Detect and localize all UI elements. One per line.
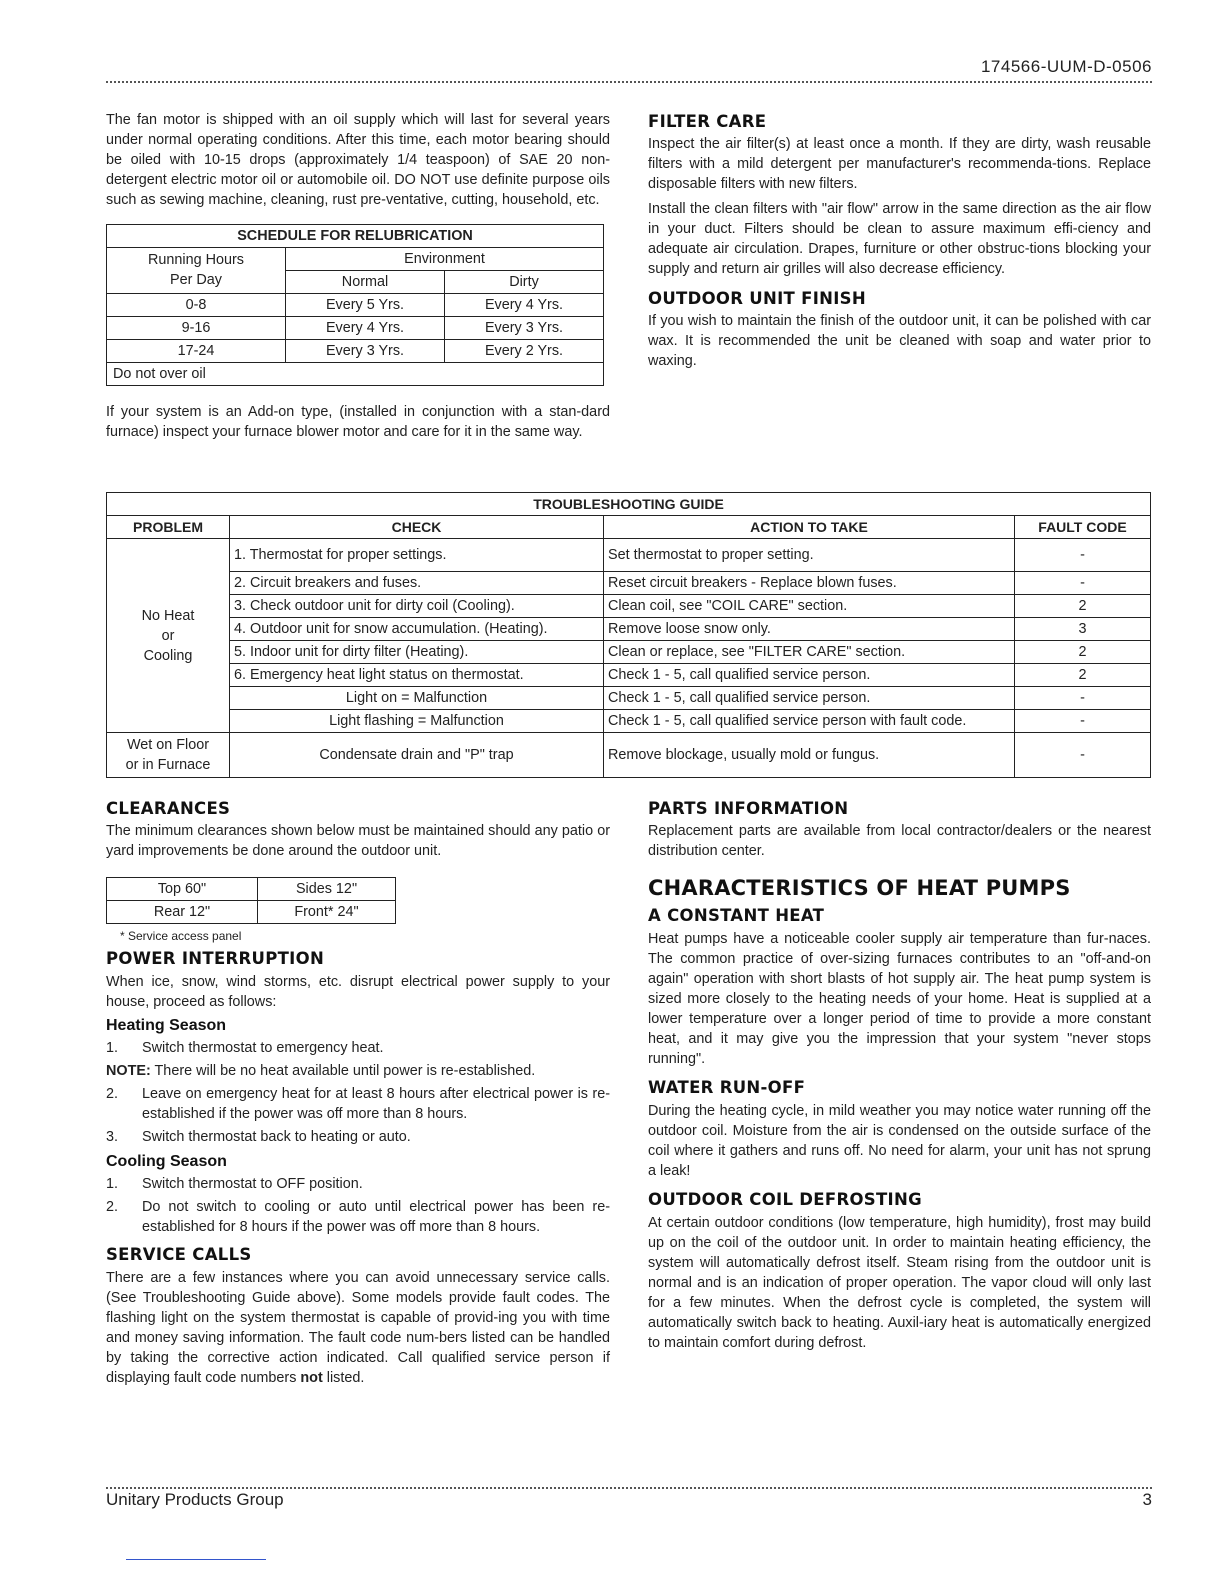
check-cell: Light flashing = Malfunction bbox=[230, 710, 604, 733]
step-number: 1. bbox=[106, 1176, 119, 1192]
filter-care-heading: FILTER CARE bbox=[648, 112, 767, 131]
service-text: There are a few instances where you can avoid unnecessary service calls. (See Troubleshooting Guide above). Some models provide fault codes. The flashing light on the system thermostat is capable of provid-ing you with time and money saving information. The fault code num-bers listed can be handled by taking the corrective action indicated. Call qualified service person if displaying fault code numbers bbox=[106, 1270, 610, 1386]
fault-code-cell: - bbox=[1015, 733, 1151, 778]
clearances-heading: CLEARANCES bbox=[106, 799, 231, 818]
action-cell: Check 1 - 5, call qualified service person with fault code. bbox=[604, 710, 1015, 733]
troubleshooting-title: TROUBLESHOOTING GUIDE bbox=[107, 493, 1151, 516]
heating-steps-cont bbox=[106, 1084, 610, 1147]
table-row bbox=[107, 539, 1151, 572]
relub-note: Do not over oil bbox=[107, 363, 604, 386]
defrosting-paragraph: At certain outdoor conditions (low temperature, high humidity), frost may build up on the coil of the outdoor unit. In order to maintain heating efficiency, the system will automatically defrost itself. Steam rising from the outdoor unit is normal and is an indication of proper operation. The vapor cloud will only last for a few minutes. When the defrost cycle is completed, the system will automatically switch back to heating. Auxil-iary heat is automatically energized to maintain comfort during defrost. bbox=[648, 1215, 1151, 1351]
action-header: ACTION TO TAKE bbox=[604, 516, 1015, 539]
fault-code-cell: 2 bbox=[1015, 641, 1151, 664]
water-runoff-heading: WATER RUN-OFF bbox=[648, 1078, 806, 1097]
dirty-cell: Every 4 Yrs. bbox=[445, 294, 604, 317]
action-cell: Remove loose snow only. bbox=[604, 618, 1015, 641]
fault-code-cell: 2 bbox=[1015, 595, 1151, 618]
service-text-end: listed. bbox=[322, 1370, 365, 1386]
problem-label: or in Furnace bbox=[125, 757, 211, 773]
action-cell: Reset circuit breakers - Replace blown fuses. bbox=[604, 572, 1015, 595]
check-cell: 4. Outdoor unit for snow accumulation. (Heating). bbox=[230, 618, 604, 641]
relub-row bbox=[107, 340, 604, 363]
check-cell: Condensate drain and "P" trap bbox=[230, 733, 604, 778]
constant-heat-heading: A CONSTANT HEAT bbox=[648, 906, 825, 925]
fault-code-header: FAULT CODE bbox=[1015, 516, 1151, 539]
table-row bbox=[107, 710, 1151, 733]
step-number: 2. bbox=[106, 1086, 119, 1102]
check-cell: 6. Emergency heat light status on thermostat. bbox=[230, 664, 604, 687]
clearance-rear: Rear 12" bbox=[107, 901, 258, 924]
check-cell: 1. Thermostat for proper settings. bbox=[230, 539, 604, 572]
dirty-cell: Every 3 Yrs. bbox=[445, 317, 604, 340]
table-row bbox=[107, 664, 1151, 687]
document-id: 174566-UUM-D-0506 bbox=[980, 57, 1152, 76]
characteristics-heading: CHARACTERISTICS OF HEAT PUMPS bbox=[648, 876, 1071, 900]
list-item bbox=[106, 1174, 610, 1194]
table-row bbox=[107, 687, 1151, 710]
power-interruption-heading: POWER INTERRUPTION bbox=[106, 949, 325, 968]
step-text: Switch thermostat back to heating or auto. bbox=[142, 1129, 411, 1145]
fault-code-cell: - bbox=[1015, 539, 1151, 572]
problem-no-heat-cell bbox=[107, 539, 230, 733]
table-row bbox=[107, 641, 1151, 664]
note-text: There will be no heat available until power is re-established. bbox=[150, 1063, 536, 1079]
footer-company: Unitary Products Group bbox=[106, 1490, 284, 1509]
action-cell: Check 1 - 5, call qualified service person. bbox=[604, 664, 1015, 687]
left-column-bottom bbox=[106, 799, 610, 1388]
problem-label: Wet on Floor bbox=[126, 737, 210, 753]
clearance-front: Front* 24" bbox=[258, 901, 396, 924]
note-label: NOTE: bbox=[106, 1063, 151, 1079]
hours-cell: 17-24 bbox=[107, 340, 286, 363]
table-row bbox=[107, 572, 1151, 595]
step-number: 1. bbox=[106, 1040, 119, 1056]
relub-row bbox=[107, 317, 604, 340]
heating-steps bbox=[106, 1038, 610, 1058]
clearance-top: Top 60" bbox=[107, 878, 258, 901]
service-calls-heading: SERVICE CALLS bbox=[106, 1245, 252, 1264]
defrosting-heading: OUTDOOR COIL DEFROSTING bbox=[648, 1190, 922, 1209]
running-hours-label-1: Running Hours bbox=[148, 252, 244, 268]
running-hours-header bbox=[107, 248, 286, 294]
cooling-season-heading: Cooling Season bbox=[106, 1153, 227, 1170]
constant-heat-paragraph: Heat pumps have a noticeable cooler supply air temperature than fur-naces. The common practice of over-sizing furnaces contributes to an "off-and-on again" operation with short blasts of hot supply air. The heat pump system is sized more closely to the heating needs of your home. Heat is supplied at a lower temperature over a longer period of time to provide a more constant heat, and it may give you the impression that your system "never stops running". bbox=[648, 931, 1151, 1067]
service-calls-paragraph bbox=[106, 1268, 610, 1388]
addon-paragraph: If your system is an Add-on type, (installed in conjunction with a stan-dard furnace) inspect your furnace blower motor and care for it in the same way. bbox=[106, 404, 610, 440]
footer-rule bbox=[106, 1487, 1152, 1489]
intro-paragraph: The fan motor is shipped with an oil supply which will last for several years under normal operating conditions. After this time, each motor bearing should be oiled with 10-15 drops (approximately 1/4 teaspoon) of SAE 20 non-detergent electric motor oil or automobile oil. DO NOT use definite purpose oils such as sewing machine, cleaning, rust pre-ventative, cutting, household, etc. bbox=[106, 112, 610, 208]
water-runoff-paragraph: During the heating cycle, in mild weather you may notice water running off the outdoor coil. Moisture from the air is condensed on the outside surface of the coil where it gathers and runs off. No need for alarm, your unit has not sprung a leak! bbox=[648, 1103, 1151, 1179]
check-cell: 5. Indoor unit for dirty filter (Heating). bbox=[230, 641, 604, 664]
clearances-table bbox=[106, 877, 396, 924]
check-cell: 2. Circuit breakers and fuses. bbox=[230, 572, 604, 595]
action-cell: Set thermostat to proper setting. bbox=[604, 539, 1015, 572]
relubrication-title: SCHEDULE FOR RELUBRICATION bbox=[107, 225, 604, 248]
list-item bbox=[106, 1127, 610, 1147]
step-text: Switch thermostat to OFF position. bbox=[142, 1176, 363, 1192]
outdoor-finish-paragraph: If you wish to maintain the finish of the outdoor unit, it can be polished with car wax. It is recommended the unit be cleaned with soap and water prior to waxing. bbox=[648, 313, 1151, 369]
hours-cell: 9-16 bbox=[107, 317, 286, 340]
step-number: 2. bbox=[106, 1199, 119, 1215]
step-text: Leave on emergency heat for at least 8 hours after electrical power is re-established if the power was off more than 8 hours. bbox=[142, 1086, 610, 1122]
fault-code-cell: 2 bbox=[1015, 664, 1151, 687]
clearances-footnote: * Service access panel bbox=[120, 929, 242, 943]
normal-cell: Every 3 Yrs. bbox=[286, 340, 445, 363]
problem-header: PROBLEM bbox=[107, 516, 230, 539]
problem-label: No Heat bbox=[141, 607, 195, 624]
heating-season-heading: Heating Season bbox=[106, 1017, 227, 1034]
table-row bbox=[107, 733, 1151, 778]
parts-heading: PARTS INFORMATION bbox=[648, 799, 849, 818]
fault-code-cell: 3 bbox=[1015, 618, 1151, 641]
action-cell: Clean coil, see "COIL CARE" section. bbox=[604, 595, 1015, 618]
problem-label: Cooling bbox=[143, 647, 193, 664]
step-text: Do not switch to cooling or auto until electrical power has been re-established for 8 hours if the power was off more than 8 hours. bbox=[142, 1199, 610, 1235]
right-column-top bbox=[648, 112, 1151, 371]
problem-label: or bbox=[161, 627, 175, 644]
list-item bbox=[106, 1038, 610, 1058]
action-cell: Clean or replace, see "FILTER CARE" section. bbox=[604, 641, 1015, 664]
relubrication-table bbox=[106, 224, 604, 386]
left-column-top bbox=[106, 110, 610, 442]
step-text: Switch thermostat to emergency heat. bbox=[142, 1040, 384, 1056]
page-number: 3 bbox=[1142, 1490, 1152, 1509]
parts-paragraph: Replacement parts are available from local contractor/dealers or the nearest distribution center. bbox=[648, 823, 1151, 859]
normal-header: Normal bbox=[286, 271, 445, 294]
troubleshooting-table bbox=[106, 492, 1151, 778]
fault-code-cell: - bbox=[1015, 710, 1151, 733]
filter-care-paragraph-2: Install the clean filters with "air flow" arrow in the same direction as the air flow in your duct. Filters should be clean to assure maximum effi-ciency and adequate air circulation. Drapes, furniture or other obstruc-tions blocking your supply and return air grilles will also decrease efficiency. bbox=[648, 201, 1151, 277]
clearance-sides: Sides 12" bbox=[258, 878, 396, 901]
check-cell: Light on = Malfunction bbox=[230, 687, 604, 710]
action-cell: Check 1 - 5, call qualified service person. bbox=[604, 687, 1015, 710]
action-cell: Remove blockage, usually mold or fungus. bbox=[604, 733, 1015, 778]
relub-row bbox=[107, 294, 604, 317]
header-rule bbox=[106, 81, 1152, 83]
dirty-cell: Every 2 Yrs. bbox=[445, 340, 604, 363]
step-number: 3. bbox=[106, 1129, 119, 1145]
cooling-steps bbox=[106, 1174, 610, 1237]
list-item bbox=[106, 1197, 610, 1237]
check-cell: 3. Check outdoor unit for dirty coil (Cooling). bbox=[230, 595, 604, 618]
problem-wet-floor-cell bbox=[107, 733, 230, 778]
service-bold: not bbox=[300, 1370, 323, 1386]
table-row bbox=[107, 595, 1151, 618]
right-column-bottom bbox=[648, 799, 1151, 1353]
filter-care-paragraph-1: Inspect the air filter(s) at least once a month. If they are dirty, wash reusable filters with a mild detergent per manufacturer's recommenda-tions. Replace disposable filters with new filters. bbox=[648, 136, 1151, 192]
power-interruption-paragraph: When ice, snow, wind storms, etc. disrupt electrical power supply to your house, proceed as follows: bbox=[106, 974, 610, 1010]
normal-cell: Every 4 Yrs. bbox=[286, 317, 445, 340]
list-item bbox=[106, 1084, 610, 1124]
normal-cell: Every 5 Yrs. bbox=[286, 294, 445, 317]
hours-cell: 0-8 bbox=[107, 294, 286, 317]
clearances-paragraph: The minimum clearances shown below must be maintained should any patio or yard improvements be done around the outdoor unit. bbox=[106, 823, 610, 859]
outdoor-finish-heading: OUTDOOR UNIT FINISH bbox=[648, 289, 866, 308]
table-row bbox=[107, 618, 1151, 641]
fault-code-cell: - bbox=[1015, 572, 1151, 595]
environment-header: Environment bbox=[286, 248, 604, 271]
dirty-header: Dirty bbox=[445, 271, 604, 294]
power-note bbox=[106, 1061, 610, 1081]
running-hours-label-2: Per Day bbox=[170, 272, 222, 288]
scan-artifact-line bbox=[126, 1559, 266, 1560]
fault-code-cell: - bbox=[1015, 687, 1151, 710]
check-header: CHECK bbox=[230, 516, 604, 539]
